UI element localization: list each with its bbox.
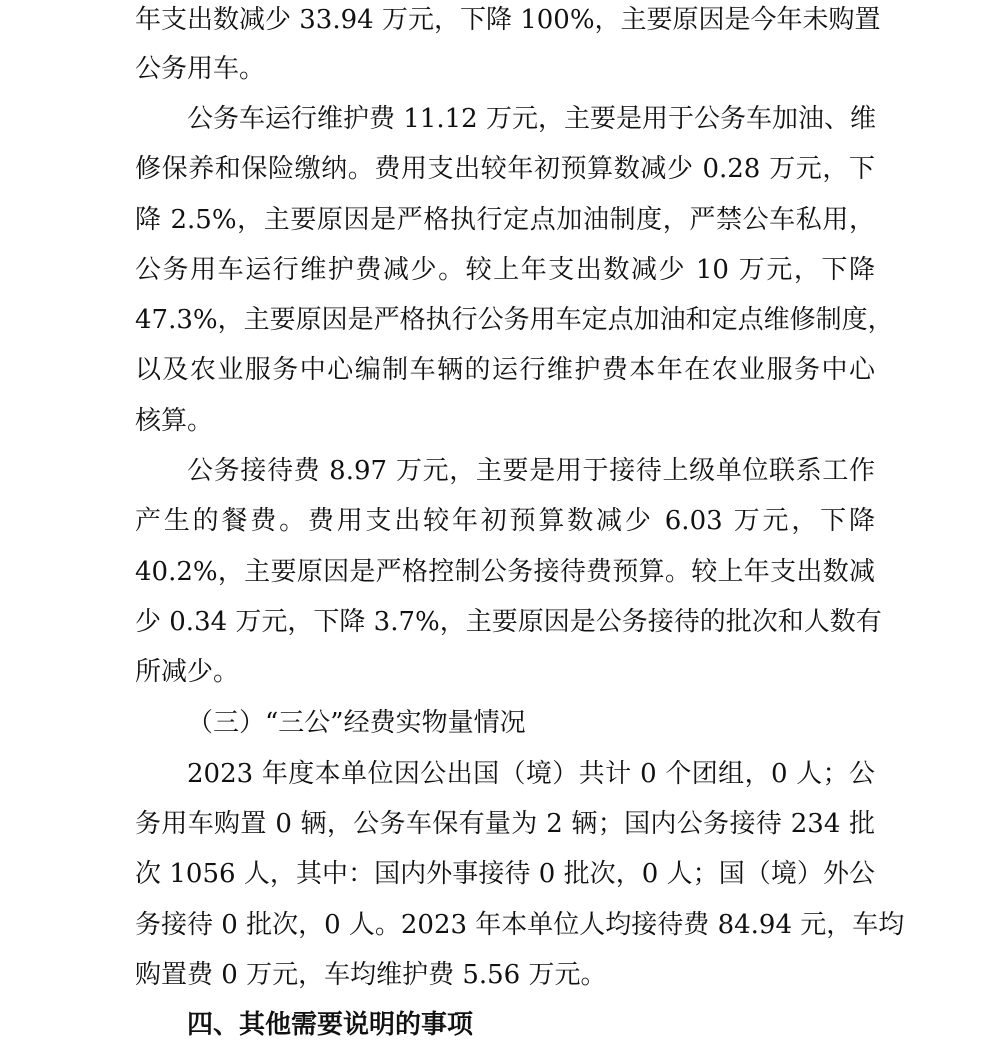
paragraph-line: 务接待 0 批次，0 人。2023 年本单位人均接待费 84.94 元，车均 <box>135 910 905 940</box>
paragraph-line: 少 0.34 万元，下降 3.7%，主要原因是公务接待的批次和人数有 <box>135 607 882 637</box>
paragraph-line: 购置费 0 万元，车均维护费 5.56 万元。 <box>135 960 607 990</box>
section-heading: （三）“三公”经费实物量情况 <box>187 708 526 738</box>
paragraph-line: 所减少。 <box>135 657 240 687</box>
paragraph-line: 务用车购置 0 辆，公务车保有量为 2 辆；国内公务接待 234 批 <box>135 809 875 839</box>
paragraph-line: 47.3%，主要原因是严格执行公务用车定点加油和定点维修制度， <box>135 305 894 335</box>
paragraph-line: 产生的餐费。费用支出较年初预算数减少 6.03 万元，下降 <box>135 506 875 536</box>
paragraph-line: 公务用车运行维护费减少。较上年支出数减少 10 万元，下降 <box>135 255 875 285</box>
paragraph-line: 降 2.5%，主要原因是严格执行定点加油制度，严禁公车私用， <box>135 205 875 235</box>
paragraph-line: 核算。 <box>135 406 214 436</box>
paragraph-line: 公务用车。 <box>135 54 266 84</box>
paragraph-line: 次 1056 人，其中：国内外事接待 0 批次，0 人；国（境）外公 <box>135 859 875 889</box>
paragraph-line: 年支出数减少 33.94 万元，下降 100%，主要原因是今年未购置 <box>135 5 881 35</box>
paragraph-line: 公务车运行维护费 11.12 万元，主要是用于公务车加油、维 <box>187 104 876 134</box>
paragraph-line: 40.2%，主要原因是严格控制公务接待费预算。较上年支出数减 <box>135 557 875 587</box>
paragraph-line: 公务接待费 8.97 万元，主要是用于接待上级单位联系工作 <box>187 456 875 486</box>
paragraph-line: 修保养和保险缴纳。费用支出较年初预算数减少 0.28 万元，下 <box>135 154 875 184</box>
paragraph-line: 以及农业服务中心编制车辆的运行维护费本年在农业服务中心 <box>135 355 875 385</box>
paragraph-line: 2023 年度本单位因公出国（境）共计 0 个团组，0 人；公 <box>187 759 875 789</box>
section-heading: 四、其他需要说明的事项 <box>187 1010 474 1040</box>
